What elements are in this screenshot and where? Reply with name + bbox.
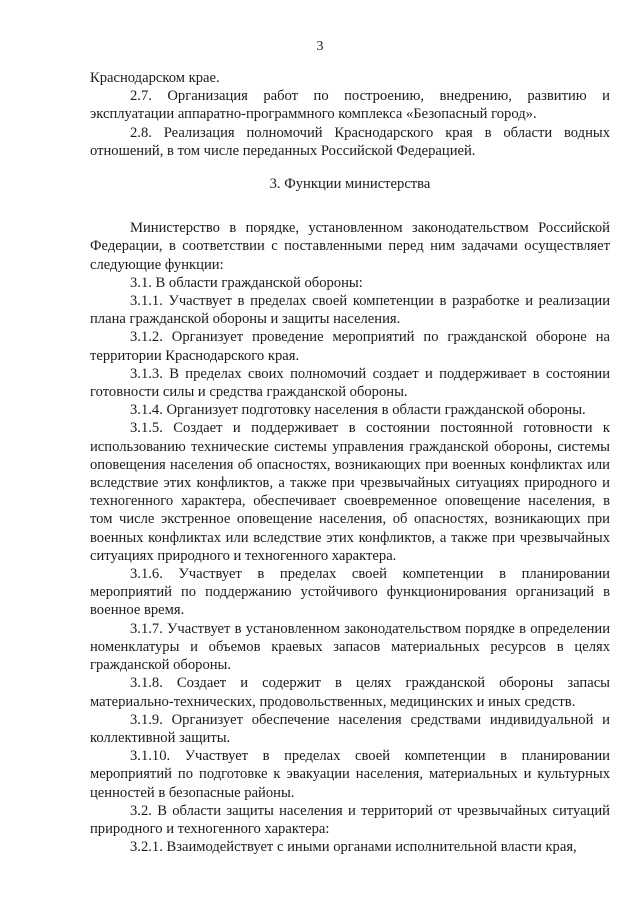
section-heading: 3. Функции министерства (269, 176, 431, 193)
paragraph: 3.1.9. Организует обеспечение населения средствами индивидуальной и коллективной защиты. (90, 711, 610, 746)
paragraph: 3.1.4. Организует подготовку населения в области гражданской обороны. (130, 402, 586, 419)
paragraph: Краснодарском крае. (90, 70, 220, 86)
paragraph: 3.1.5. Создает и поддерживает в состоянии постоянной готовности к использованию технические системы управления гражданской обороны, системы оповещения населения об опасностях, возникающих при военных конфликтах или вследствие этих конфликтов, а также при чрезвычайных ситуациях природного и техногенного характера, обеспечивает своевременное оповещение населения, в том числе экстренное оповещение населения, об опасностях, возникающих при военных конфликтах или вследствие этих конфликтов, а также при чрезвычайных ситуациях природного и техногенного характера. (90, 420, 610, 564)
paragraph: 3.2.1. Взаимодействует с иными органами исполнительной власти края, (130, 839, 577, 856)
paragraph: 3.2. В области защиты населения и территорий от чрезвычайных ситуаций природного и техногенного характера: (90, 802, 610, 837)
paragraph: Министерство в порядке, установленном законодательством Российской Федерации, в соответствии с поставленными перед ним задачами осуществляет следующие функции: (90, 220, 610, 273)
paragraph: 3.1.6. Участвует в пределах своей компетенции в планировании мероприятий по поддержанию устойчивого функционирования организаций в военное время. (90, 566, 610, 619)
paragraph: 3.1.1. Участвует в пределах своей компетенции в разработке и реализации плана гражданской обороны и защиты населения. (90, 293, 610, 328)
paragraph: 2.8. Реализация полномочий Краснодарского края в области водных отношений, в том числе переданных Российской Федерацией. (90, 124, 610, 159)
paragraph: 2.7. Организация работ по построению, внедрению, развитию и эксплуатации аппаратно-программного комплекса «Безопасный город». (90, 88, 610, 123)
paragraph: 3.1. В области гражданской обороны: (130, 274, 363, 291)
paragraph: 3.1.3. В пределах своих полномочий создает и поддерживает в состоянии готовности силы и средства гражданской обороны. (90, 365, 610, 401)
document-body (90, 69, 610, 856)
paragraph: 3.1.8. Создает и содержит в целях гражданской обороны запасы материально-технических, продовольственных, медицинских и иных средств. (90, 675, 610, 710)
paragraph: 3.1.2. Организует проведение мероприятий по гражданской обороне на территории Краснодарского края. (90, 329, 610, 364)
paragraph: 3.1.7. Участвует в установленном законодательством порядке в определении номенклатуры и объемов краевых запасов материальных ресурсов в целях гражданской обороны. (90, 620, 610, 674)
page-number: 3 (316, 39, 324, 54)
paragraph: 3.1.10. Участвует в пределах своей компетенции в планировании мероприятий по подготовке к эвакуации населения, материальных и культурных ценностей в безопасные районы. (90, 748, 610, 801)
